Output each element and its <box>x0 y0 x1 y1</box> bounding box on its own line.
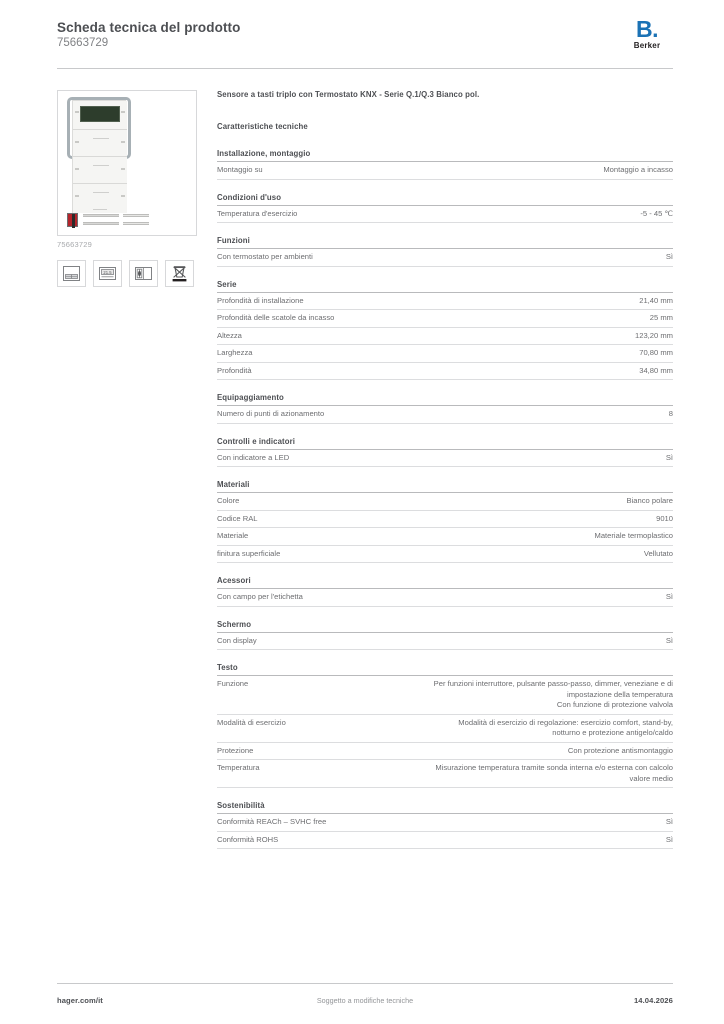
spec-value-line: -5 - 45 ℃ <box>640 208 673 218</box>
spec-row <box>217 633 673 651</box>
spec-label: Profondità <box>217 365 252 375</box>
spec-value <box>262 348 673 359</box>
spec-value <box>344 313 673 324</box>
spec-group-title: Serie <box>217 280 673 293</box>
spec-row <box>217 328 673 346</box>
spec-row <box>217 345 673 363</box>
specs-section-title: Caratteristiche tecniche <box>217 122 308 131</box>
spec-label: Numero di punti di azionamento <box>217 409 325 418</box>
spec-row <box>217 493 673 511</box>
spec-row <box>217 546 673 564</box>
spec-value-line: Sì <box>665 452 673 462</box>
product-description: Sensore a tasti triplo con Termostato KNX - Serie Q.1/Q.3 Bianco pol. <box>217 90 480 99</box>
spec-value <box>252 331 673 342</box>
spec-value-line: Modalità di esercizio di regolazione: esercizio comfort, stand-by, <box>458 717 673 727</box>
device-rocker-1 <box>73 101 127 130</box>
spec-value-line: Sì <box>665 817 673 826</box>
spec-label: Profondità di installazione <box>217 295 304 305</box>
spec-row <box>217 293 673 311</box>
spec-row <box>217 676 673 715</box>
spec-value <box>290 549 673 560</box>
spec-row <box>217 406 673 424</box>
spec-label: Conformità REACh – SVHC free <box>217 817 327 826</box>
device-body <box>72 100 126 213</box>
spec-row <box>217 162 673 180</box>
spec-group <box>217 149 673 180</box>
spec-groups <box>217 149 673 849</box>
spec-label: Con display <box>217 635 257 645</box>
weee-bin-icon <box>165 260 194 287</box>
flush-mounted-device-icon <box>57 260 86 287</box>
spec-value-line: 34,80 mm <box>639 365 673 375</box>
spec-value <box>273 165 673 176</box>
spec-row <box>217 760 673 788</box>
spec-value <box>267 636 673 647</box>
spec-value <box>270 763 673 784</box>
spec-label: Materiale <box>217 531 249 540</box>
spec-row <box>217 832 673 850</box>
spec-row <box>217 206 673 224</box>
spec-row <box>217 589 673 607</box>
spec-row <box>217 715 673 743</box>
spec-value <box>314 296 673 307</box>
spec-value-line: Vellutato <box>643 548 673 558</box>
spec-value <box>263 746 673 757</box>
spec-group <box>217 480 673 563</box>
page-title: Scheda tecnica del prodotto <box>57 20 241 35</box>
spec-value-line: valore medio <box>629 773 673 783</box>
spec-value-line: Materiale termoplastico <box>594 531 673 540</box>
spec-value-line: Con funzione di protezione valvola <box>556 700 673 709</box>
spec-row <box>217 310 673 328</box>
device-lcd-display <box>80 106 120 122</box>
spec-value-line: Sì <box>665 592 673 601</box>
spec-group <box>217 576 673 607</box>
svg-text:21.5: 21.5 <box>103 269 112 275</box>
spec-row <box>217 528 673 546</box>
device-rocker-4 <box>73 184 127 213</box>
spec-value-line: notturno e protezione antigelo/caldo <box>552 728 673 737</box>
spec-group <box>217 801 673 849</box>
installation-box-icon <box>129 260 158 287</box>
spec-group <box>217 280 673 381</box>
product-media-column <box>57 90 197 287</box>
spec-value-line: Montaggio a incasso <box>603 165 673 174</box>
accessory-tool <box>67 213 78 227</box>
spec-label: Montaggio su <box>217 165 263 174</box>
device-illustration <box>67 97 131 221</box>
spec-value-line: 9010 <box>656 513 673 523</box>
spec-label: finitura superficiale <box>217 548 281 558</box>
spec-label: Protezione <box>217 745 254 755</box>
spec-group-title: Funzioni <box>217 236 673 249</box>
spec-value-line: Con protezione antismontaggio <box>567 745 673 755</box>
product-image-caption: 75663729 <box>57 240 92 249</box>
brand-name: Berker <box>633 41 661 50</box>
spec-label: Conformità ROHS <box>217 834 279 844</box>
spec-group-title: Controlli e indicatori <box>217 437 673 450</box>
spec-value-line: 123,20 mm <box>635 330 673 340</box>
spec-label: Temperatura d'esercizio <box>217 208 298 218</box>
spec-value-line: Sì <box>665 635 673 645</box>
spec-group <box>217 393 673 424</box>
page-footer <box>57 996 673 1005</box>
spec-row <box>217 511 673 529</box>
product-image <box>57 90 197 236</box>
spec-value <box>296 718 673 739</box>
footer-disclaimer: Soggetto a modifiche tecniche <box>316 996 414 1005</box>
spec-group-title: Testo <box>217 663 673 676</box>
spec-group-title: Installazione, montaggio <box>217 149 673 162</box>
spec-label: Funzione <box>217 679 249 688</box>
spec-label: Altezza <box>217 330 242 340</box>
spec-row <box>217 814 673 832</box>
footer-divider <box>57 983 673 984</box>
spec-group-title: Materiali <box>217 480 673 493</box>
specifications-column <box>217 90 673 862</box>
spec-row <box>217 743 673 761</box>
spec-value <box>268 514 673 525</box>
device-rocker-2 <box>73 130 127 157</box>
display-device-icon <box>93 260 122 287</box>
spec-value-line: impostazione della temperatura <box>567 689 673 699</box>
spec-label: Colore <box>217 496 240 505</box>
spec-value-line: Sì <box>665 834 673 844</box>
spec-row <box>217 363 673 381</box>
spec-label: Larghezza <box>217 348 253 357</box>
spec-label: Codice RAL <box>217 513 258 523</box>
spec-value-line: 25 mm <box>649 313 673 322</box>
footer-date: 14.04.2026 <box>633 996 673 1005</box>
spec-value <box>313 592 673 603</box>
berker-logo <box>621 18 673 50</box>
spec-value <box>262 366 673 377</box>
spec-value-line: Misurazione temperatura tramite sonda interna e/o esterna con calcolo <box>435 763 673 772</box>
spec-group <box>217 437 673 468</box>
product-icon-row <box>57 260 197 287</box>
spec-label: Temperatura <box>217 763 260 772</box>
spec-value <box>258 531 673 542</box>
spec-value <box>258 679 673 711</box>
spec-value <box>336 817 673 828</box>
spec-group <box>217 236 673 267</box>
spec-value-line: Sì <box>665 252 673 261</box>
spec-value <box>323 252 673 263</box>
spec-row <box>217 249 673 267</box>
spec-group <box>217 620 673 651</box>
spec-value <box>334 409 673 420</box>
article-number: 75663729 <box>57 37 109 49</box>
spec-row <box>217 450 673 468</box>
header-divider <box>57 68 673 69</box>
spec-value <box>299 453 673 464</box>
spec-value-line: Bianco polare <box>626 496 673 505</box>
spec-value-line: 8 <box>668 409 673 418</box>
spec-group-title: Equipaggiamento <box>217 393 673 406</box>
accessory-illustration <box>67 213 177 233</box>
spec-label: Profondità delle scatole da incasso <box>217 313 335 322</box>
spec-value-line: 70,80 mm <box>639 348 673 357</box>
brand-mark: B. <box>636 16 658 42</box>
device-rocker-3 <box>73 157 127 184</box>
spec-value-line: 21,40 mm <box>639 295 673 305</box>
page-header <box>57 16 673 68</box>
spec-group <box>217 193 673 224</box>
spec-label: Con campo per l'etichetta <box>217 592 303 601</box>
spec-group-title: Schermo <box>217 620 673 633</box>
footer-website[interactable]: hager.com/it <box>57 996 103 1005</box>
spec-group-title: Acessori <box>217 576 673 589</box>
spec-group-title: Condizioni d'uso <box>217 193 673 206</box>
spec-value-line: Per funzioni interruttore, pulsante passo-passo, dimmer, veneziane e di <box>433 679 673 688</box>
spec-value <box>288 835 673 846</box>
spec-group <box>217 663 673 788</box>
spec-label: Con termostato per ambienti <box>217 252 313 261</box>
spec-value <box>249 496 673 507</box>
spec-value <box>307 209 673 220</box>
spec-label: Modalità di esercizio <box>217 717 286 727</box>
spec-label: Con indicatore a LED <box>217 452 290 462</box>
spec-group-title: Sostenibilità <box>217 801 673 814</box>
